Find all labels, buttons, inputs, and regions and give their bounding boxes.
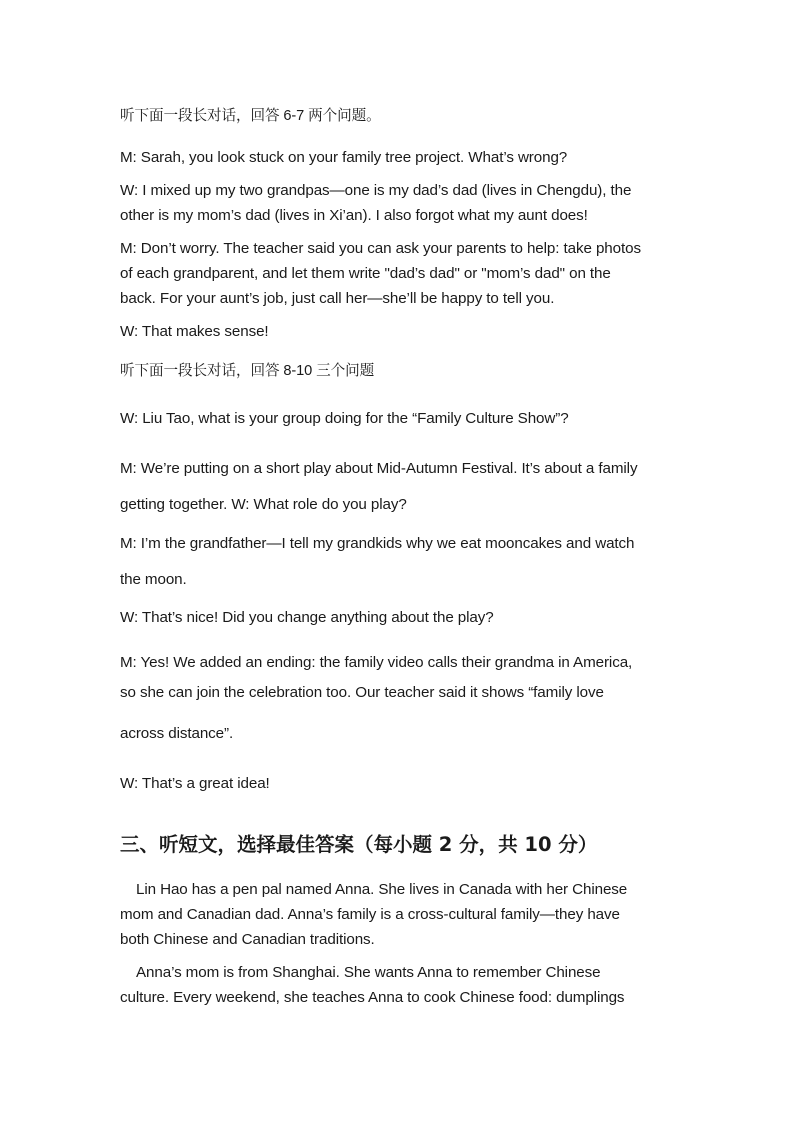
instruction-6-7: 听下面一段长对话，回答 6-7 两个问题。 <box>120 108 381 124</box>
dialogue2-line6: W: That’s a great idea! <box>120 775 270 792</box>
dialogue2-line5a: M: Yes! We added an ending: the family video calls their grandma in America, <box>120 654 633 671</box>
dialogue1-line3a: M: Don’t worry. The teacher said you can ask your parents to help: take photos <box>120 240 641 257</box>
dialogue1-line2b: other is my mom’s dad (lives in Xi’an). I also forgot what my aunt does! <box>120 207 588 224</box>
passage-p2b: culture. Every weekend, she teaches Anna to cook Chinese food: dumplings <box>120 989 625 1006</box>
dialogue1-line3c: back. For your aunt’s job, just call her—she’ll be happy to tell you. <box>120 290 555 307</box>
passage-p1b: mom and Canadian dad. Anna’s family is a cross-cultural family—they have <box>120 906 620 923</box>
instruction-8-10: 听下面一段长对话，回答 8-10 三个问题 <box>120 363 375 379</box>
dialogue2-line3b: the moon. <box>120 571 187 588</box>
dialogue2-line1: W: Liu Tao, what is your group doing for the “Family Culture Show”? <box>120 410 569 427</box>
dialogue1-line3b: of each grandparent, and let them write "dad’s dad" or "mom’s dad" on the <box>120 265 611 282</box>
dialogue2-line5b: so she can join the celebration too. Our teacher said it shows “family love <box>120 684 604 701</box>
dialogue2-line2a: M: We’re putting on a short play about Mid-Autumn Festival. It’s about a family <box>120 460 638 477</box>
passage-p2a: Anna’s mom is from Shanghai. She wants Anna to remember Chinese <box>136 964 601 981</box>
dialogue2-line3a: M: I’m the grandfather—I tell my grandkids why we eat mooncakes and watch <box>120 535 635 552</box>
section3-heading: 三、听短文，选择最佳答案（每小题 2 分，共 10 分） <box>120 833 598 856</box>
dialogue2-line5c: across distance”. <box>120 725 234 742</box>
passage-p1c: both Chinese and Canadian traditions. <box>120 931 375 948</box>
dialogue1-line1: M: Sarah, you look stuck on your family tree project. What’s wrong? <box>120 149 568 166</box>
dialogue1-line2a: W: I mixed up my two grandpas—one is my dad’s dad (lives in Chengdu), the <box>120 182 632 199</box>
dialogue2-line2b: getting together. W: What role do you play? <box>120 496 407 513</box>
dialogue1-line4: W: That makes sense! <box>120 323 269 340</box>
passage-p1a: Lin Hao has a pen pal named Anna. She lives in Canada with her Chinese <box>136 881 628 898</box>
dialogue2-line4: W: That’s nice! Did you change anything about the play? <box>120 609 494 626</box>
